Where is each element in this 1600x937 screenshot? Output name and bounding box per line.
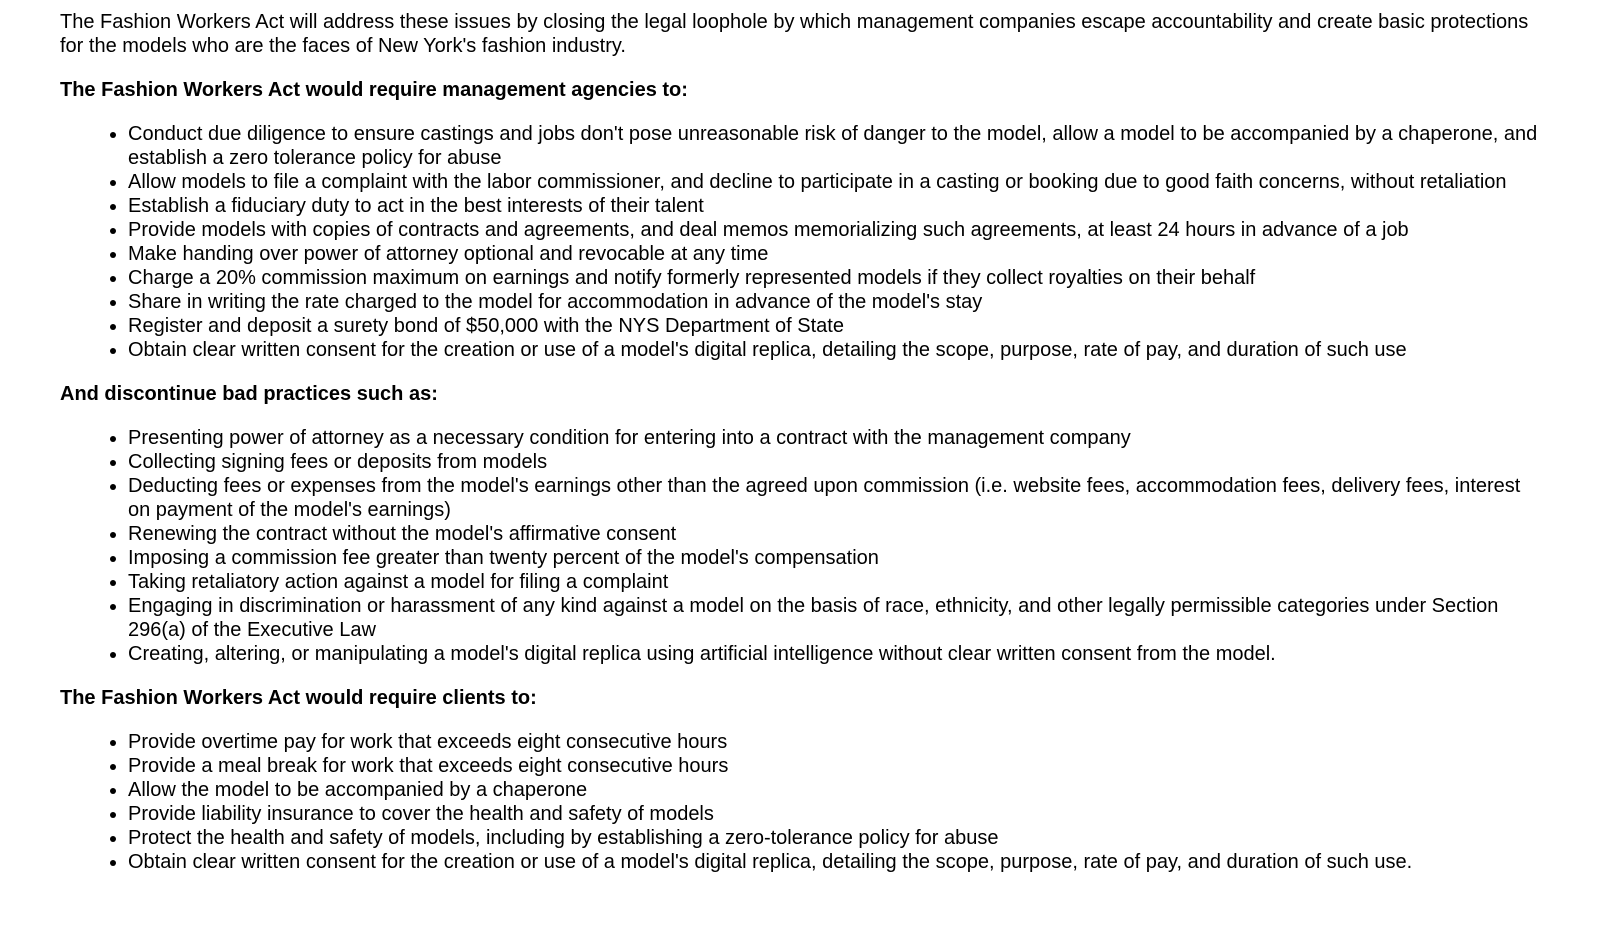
- section-heading-clients: The Fashion Workers Act would require clients to:: [60, 687, 537, 709]
- list-item: • Conduct due diligence to ensure castings and jobs don't pose unreasonable risk of danger to the model, allow a model to be accompanied by a chaperone, and establish a zero tolerance policy for abuse: [128, 122, 1540, 170]
- list-item: • Allow the model to be accompanied by a chaperone: [128, 778, 1540, 802]
- list-item: • Creating, altering, or manipulating a model's digital replica using artificial intelligence without clear written consent from the model.: [128, 642, 1540, 666]
- bad-practices-list: [60, 426, 1540, 666]
- section-heading-bad-practices: And discontinue bad practices such as:: [60, 383, 438, 405]
- client-requirements-list: [60, 730, 1540, 874]
- list-item: • Engaging in discrimination or harassment of any kind against a model on the basis of race, ethnicity, and other legally permissible categories under Section 296(a) of the Executive Law: [128, 594, 1540, 642]
- list-item: • Imposing a commission fee greater than twenty percent of the model's compensation: [128, 546, 1540, 570]
- list-item: • Establish a fiduciary duty to act in the best interests of their talent: [128, 194, 1540, 218]
- list-item: • Taking retaliatory action against a model for filing a complaint: [128, 570, 1540, 594]
- list-item: • Deducting fees or expenses from the model's earnings other than the agreed upon commission (i.e. website fees, accommodation fees, delivery fees, interest on payment of the model's earnings): [128, 474, 1540, 522]
- list-item: • Charge a 20% commission maximum on earnings and notify formerly represented models if they collect royalties on their behalf: [128, 266, 1540, 290]
- section-heading-agencies: The Fashion Workers Act would require management agencies to:: [60, 79, 688, 101]
- list-item: • Provide a meal break for work that exceeds eight consecutive hours: [128, 754, 1540, 778]
- list-item: • Provide overtime pay for work that exceeds eight consecutive hours: [128, 730, 1540, 754]
- list-item: • Obtain clear written consent for the creation or use of a model's digital replica, detailing the scope, purpose, rate of pay, and duration of such use.: [128, 850, 1540, 874]
- intro-paragraph: The Fashion Workers Act will address these issues by closing the legal loophole by which management companies escape accountability and create basic protections for the models who are the faces of New York's fashion industry.: [60, 11, 1529, 57]
- list-item: • Obtain clear written consent for the creation or use of a model's digital replica, detailing the scope, purpose, rate of pay, and duration of such use: [128, 338, 1540, 362]
- list-item: • Provide liability insurance to cover the health and safety of models: [128, 802, 1540, 826]
- list-item: • Make handing over power of attorney optional and revocable at any time: [128, 242, 1540, 266]
- agency-requirements-list: [60, 122, 1540, 362]
- list-item: • Presenting power of attorney as a necessary condition for entering into a contract with the management company: [128, 426, 1540, 450]
- list-item: • Renewing the contract without the model's affirmative consent: [128, 522, 1540, 546]
- list-item: • Share in writing the rate charged to the model for accommodation in advance of the model's stay: [128, 290, 1540, 314]
- list-item: • Collecting signing fees or deposits from models: [128, 450, 1540, 474]
- list-item: • Provide models with copies of contracts and agreements, and deal memos memorializing such agreements, at least 24 hours in advance of a job: [128, 218, 1540, 242]
- list-item: • Protect the health and safety of models, including by establishing a zero-tolerance policy for abuse: [128, 826, 1540, 850]
- list-item: • Register and deposit a surety bond of $50,000 with the NYS Department of State: [128, 314, 1540, 338]
- list-item: • Allow models to file a complaint with the labor commissioner, and decline to participate in a casting or booking due to good faith concerns, without retaliation: [128, 170, 1540, 194]
